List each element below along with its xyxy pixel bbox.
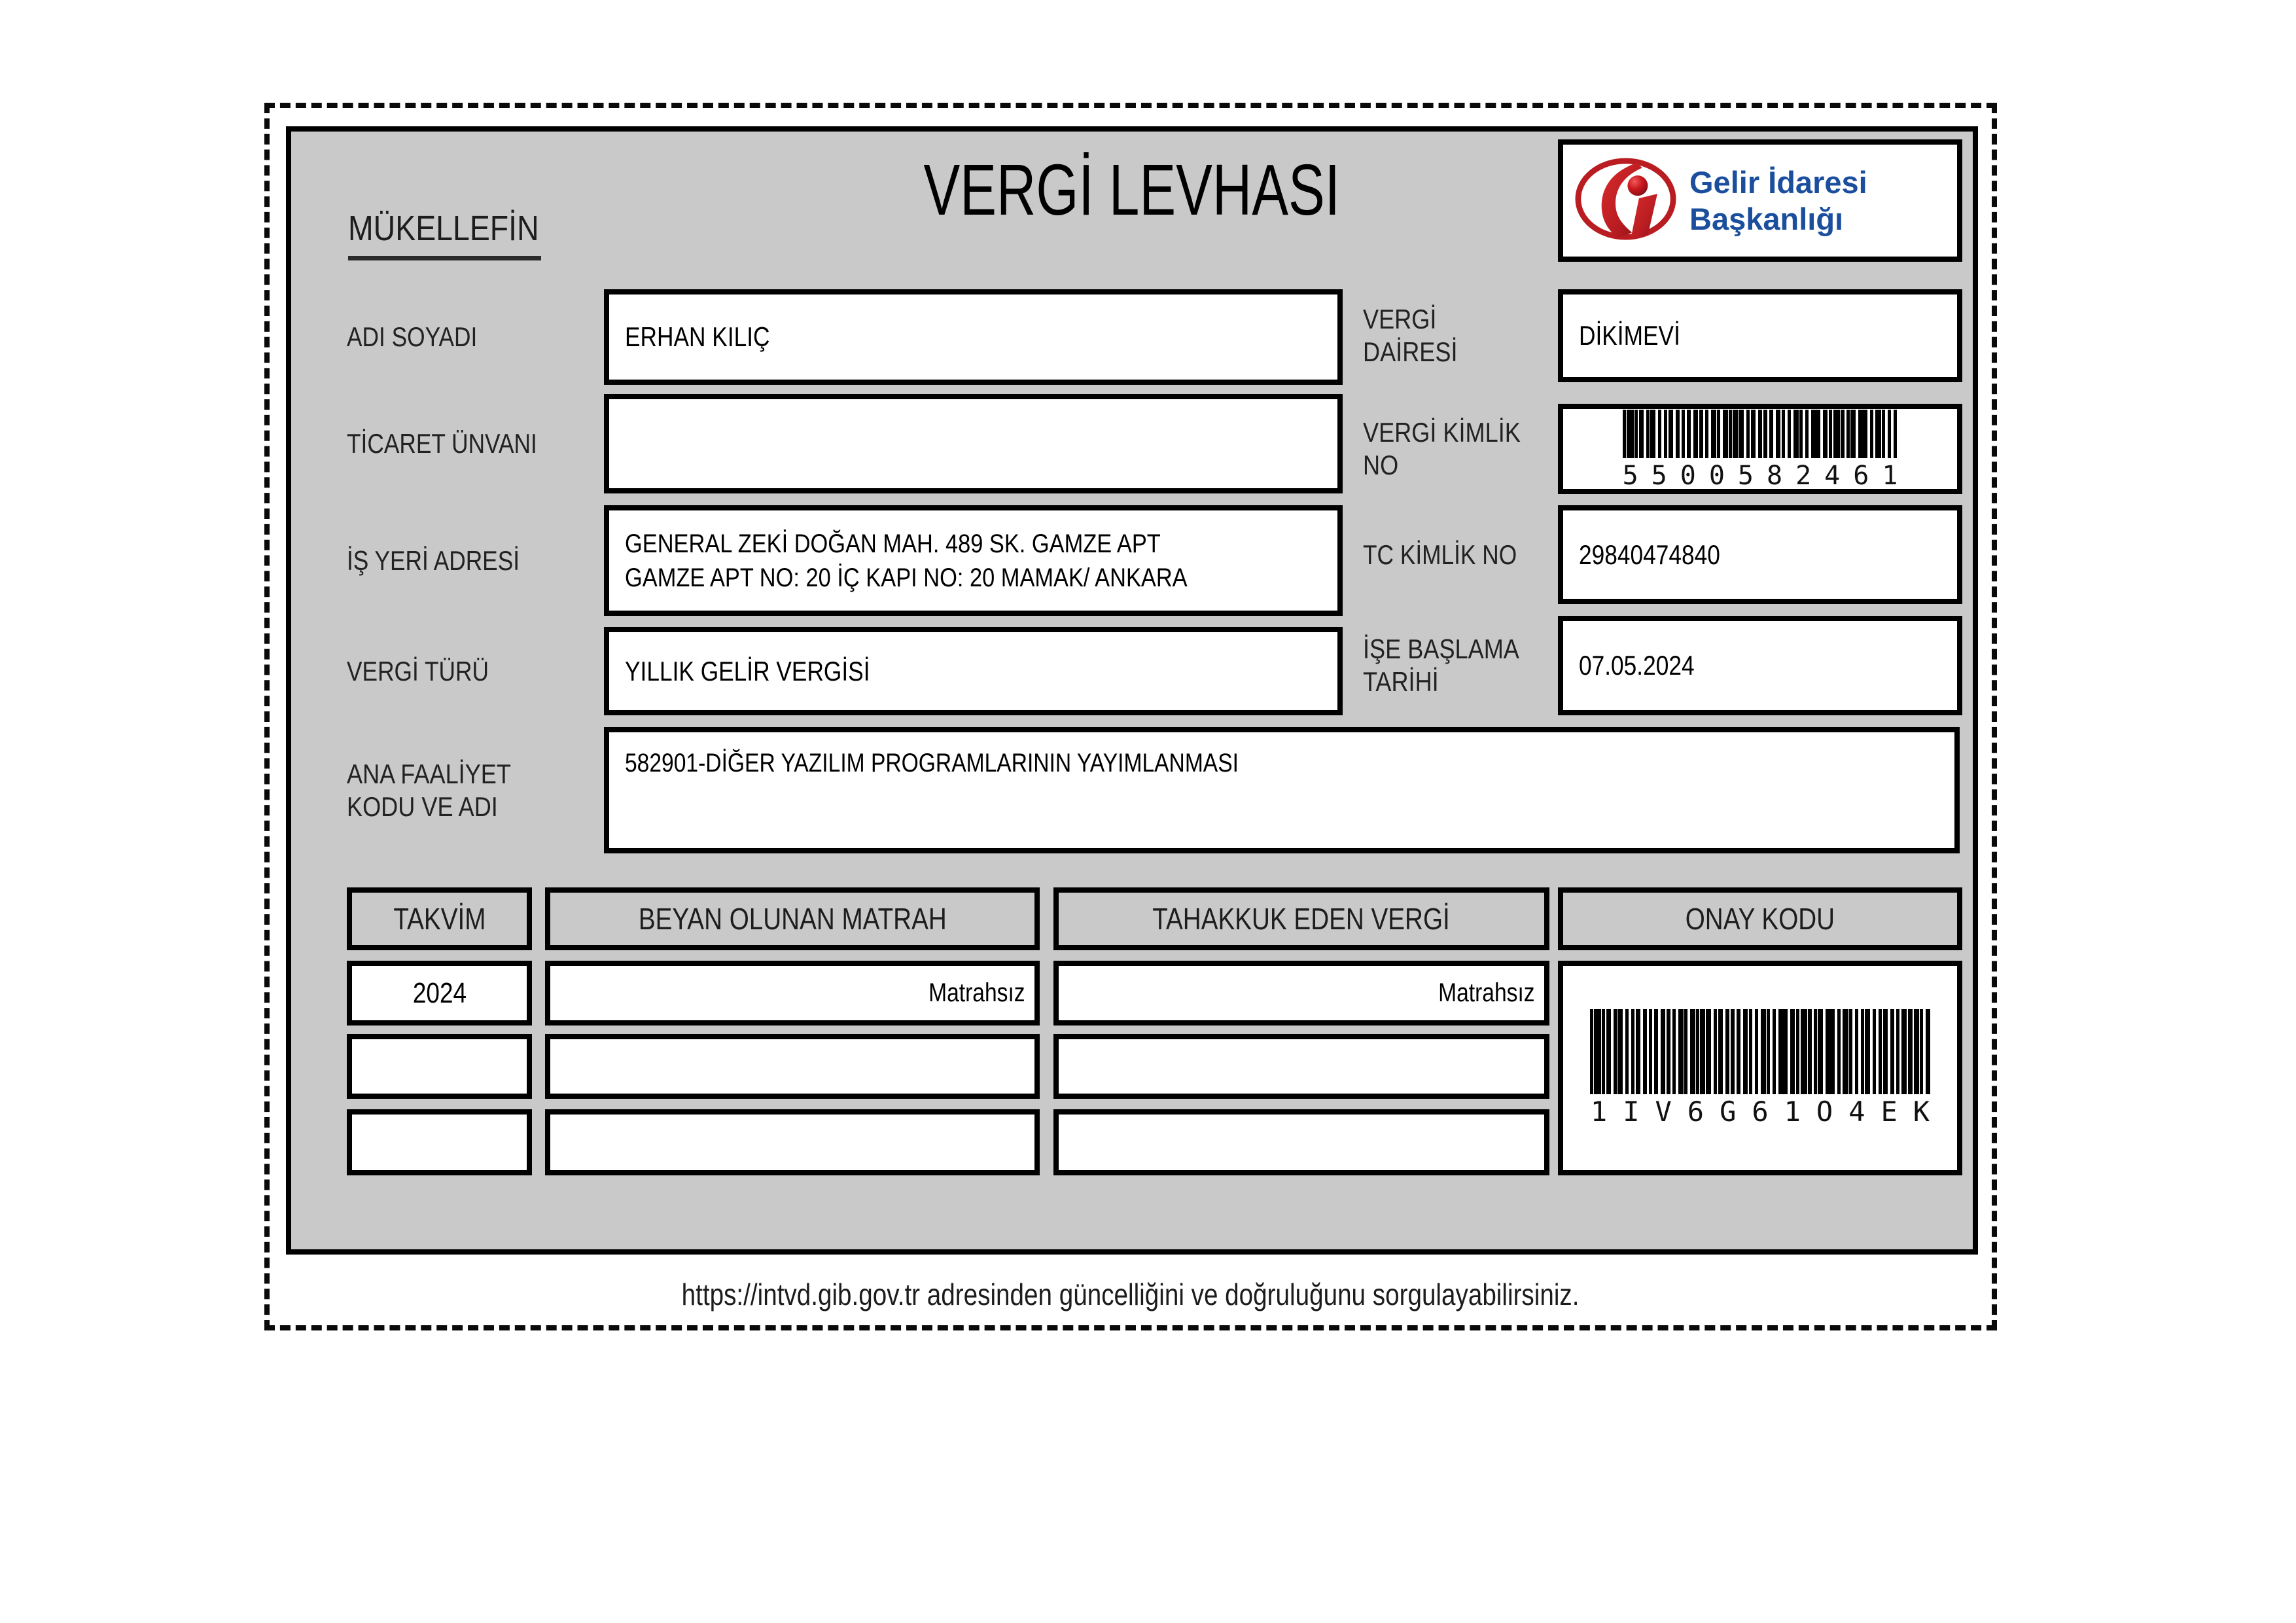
label-vergi-kimlik-no: VERGİ KİMLİK NO <box>1363 417 1521 480</box>
gib-logo <box>1558 139 1962 262</box>
cell-takvim-row3 <box>347 1109 532 1175</box>
cell-matrah-row1: Matrahsız <box>545 961 1040 1026</box>
table-header-takvim: TAKVİM <box>347 887 532 950</box>
cell-matrah-row2 <box>545 1034 1040 1099</box>
label-vergi-turu: VERGİ TÜRÜ <box>347 655 489 687</box>
value-box-vergi-kimlik-no <box>1558 404 1962 494</box>
cell-vergi-row1: Matrahsız <box>1053 961 1549 1026</box>
onay-kodu-barcode-text: 1IV6G61O4EK <box>1590 1095 1946 1128</box>
label-is-yeri-adresi: İŞ YERİ ADRESİ <box>347 544 520 576</box>
gib-logo-line1: Gelir İdaresi <box>1689 164 1867 200</box>
onay-kodu-cell <box>1558 961 1962 1175</box>
section-heading <box>348 209 573 260</box>
cell-vergi-row3 <box>1053 1109 1549 1175</box>
onay-kodu-barcode-bars <box>1590 1009 1930 1094</box>
vergi-kimlik-barcode <box>1563 410 1957 492</box>
value-box-is-yeri-adresi: GENERAL ZEKİ DOĞAN MAH. 489 SK. GAMZE APT GAMZE APT NO: 20 İÇ KAPI NO: 20 MAMAK/ ANKARA <box>604 505 1343 616</box>
footer-note: https://intvd.gib.gov.tr adresinden güncelliğini ve doğruluğunu sorgulayabilirsiniz. <box>682 1277 1580 1311</box>
label-ticaret-unvani: TİCARET ÜNVANI <box>347 428 537 459</box>
tax-plate-document <box>264 103 1997 1330</box>
table-header-matrah: BEYAN OLUNAN MATRAH <box>545 887 1040 950</box>
cell-vergi-row2 <box>1053 1034 1549 1099</box>
cell-takvim-row2 <box>347 1034 532 1099</box>
vergi-kimlik-barcode-bars <box>1623 410 1898 458</box>
value-box-adi-soyadi: ERHAN KILIÇ <box>604 289 1343 385</box>
cell-takvim-row1: 2024 <box>347 961 532 1026</box>
vergi-kimlik-barcode-text: 5500582461 <box>1622 461 1911 491</box>
table-header-onay: ONAY KODU <box>1558 887 1962 950</box>
gib-emblem-icon <box>1575 158 1676 243</box>
label-adi-soyadi: ADI SOYADI <box>347 321 478 352</box>
section-heading-text: MÜKELLEFİN <box>348 209 541 260</box>
gib-logo-text <box>1689 164 1867 238</box>
value-box-ana-faaliyet: 582901-DİĞER YAZILIM PROGRAMLARININ YAYIMLANMASI <box>604 727 1960 853</box>
cell-matrah-row3 <box>545 1109 1040 1175</box>
value-box-ticaret-unvani <box>604 394 1343 493</box>
label-tc-kimlik-no: TC KİMLİK NO <box>1363 539 1517 570</box>
gib-logo-line2: Başkanlığı <box>1689 201 1844 236</box>
value-box-vergi-dairesi: DİKİMEVİ <box>1558 289 1962 382</box>
page-title-text: VERGİ LEVHASI <box>923 150 1341 230</box>
table-header-vergi: TAHAKKUK EDEN VERGİ <box>1053 887 1549 950</box>
label-ana-faaliyet: ANA FAALİYET KODU VE ADI <box>347 758 511 822</box>
value-box-tc-kimlik-no: 29840474840 <box>1558 505 1962 604</box>
onay-kodu-barcode <box>1563 1009 1957 1128</box>
value-box-vergi-turu: YILLIK GELİR VERGİSİ <box>604 627 1343 715</box>
value-box-ise-baslama-tarihi: 07.05.2024 <box>1558 616 1962 715</box>
tax-plate-panel <box>286 126 1978 1255</box>
label-ise-baslama-tarihi: İŞE BAŞLAMA TARİHİ <box>1363 633 1518 697</box>
label-vergi-dairesi: VERGİ DAİRESİ <box>1363 304 1458 367</box>
